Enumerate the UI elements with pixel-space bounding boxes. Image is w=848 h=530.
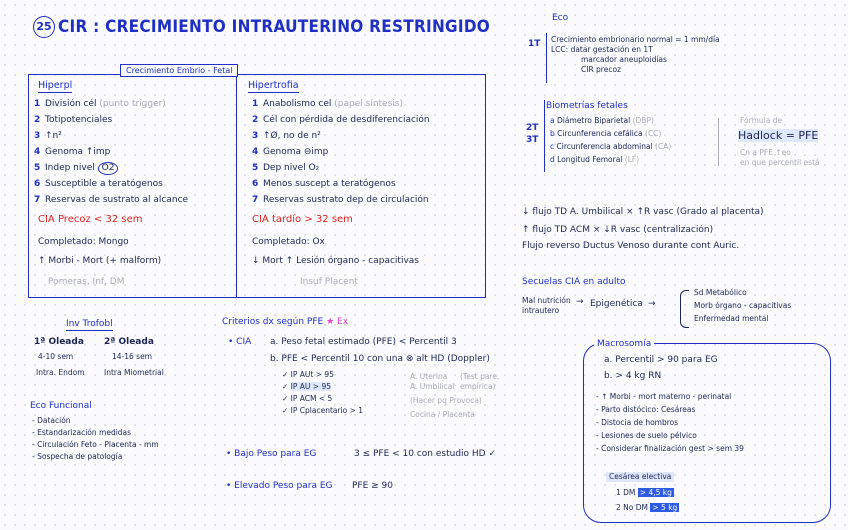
flujo-3: Flujo reverso Ductus Venoso durante cont Auric. [522, 241, 740, 251]
list-item: 3 ↑Ø, no de n² [252, 131, 321, 141]
eco-1t-lines: Crecimiento embrionario normal = 1 mm/día LCC: datar gestación en 1T marcador aneuploidías CIR precoz [551, 35, 720, 74]
ex-marker: ★ Ex [326, 317, 349, 327]
box-label: Crecimiento Embrio - Fetal [120, 64, 238, 77]
criterios-cia-label: • CIA [228, 337, 252, 347]
secuelas-cause-2: intrautero [522, 306, 560, 315]
elevado-peso-value: PFE ≥ 90 [352, 481, 394, 491]
hiperplasia-list [34, 98, 188, 210]
box-divider [236, 74, 237, 298]
list-item: d Longitud Femoral (LF) [550, 155, 640, 164]
criterios-heading: Criterios dx según PFE ★ Ex [222, 317, 349, 327]
biometrias-heading: Biometrías fetales [546, 101, 628, 111]
list-item: 2 Totipotenciales [34, 115, 113, 125]
foot-right: Insuf Placent [300, 277, 358, 287]
eco-funcional-heading: Eco Funcional [30, 401, 92, 411]
note-a2: A. Umbilical [410, 382, 455, 391]
macro-a: a. Percentil > 90 para EG [604, 355, 718, 365]
list-item: 5 Indep nivel O2 [34, 162, 188, 178]
list-item: 6 Menos suscept a teratógenos [252, 179, 396, 189]
bracket [546, 33, 547, 83]
cesarea-label: Cesárea electiva [606, 472, 674, 482]
list-item: 2 Cél con pérdida de desdiferenciación [252, 115, 430, 125]
list-item: - Sospecha de patología [32, 452, 123, 461]
list-item: ✓ IP AU > 95 [282, 382, 332, 391]
oleada-2-title: 2ª Oleada [104, 337, 154, 347]
cesarea-dm: 1 DM > 4,5 kg [616, 488, 672, 497]
cia-precoz: CIA Precoz < 32 sem [38, 214, 143, 225]
formula-note-1: Cn a PFE ↑eo [740, 148, 791, 157]
arrow-icon: → [576, 297, 584, 307]
list-item: 1 División cél (punto trigger) [34, 99, 166, 109]
oleada-2-foot: Intra Miometrial [104, 368, 164, 377]
title-number-badge: 25 [33, 16, 55, 38]
list-item: ✓ IP ACM < 5 [282, 394, 333, 403]
elevado-peso-label: • Elevado Peso para EG [226, 481, 333, 491]
page-title: CIR : CRECIMIENTO INTRAUTERINO RESTRINGIDO [58, 17, 491, 37]
list-item: - Lesiones de suelo pélvico [596, 431, 697, 440]
list-item: 5 Dep nivel O₂ [252, 163, 320, 173]
secuelas-cause-1: Mal nutrición [522, 296, 571, 305]
oleada-1-title: 1ª Oleada [34, 337, 84, 347]
cia-tardio: CIA tardío > 32 sem [252, 214, 353, 225]
note-b2: empírica) [460, 382, 496, 391]
macro-list [596, 392, 744, 457]
eco-funcional-list [32, 416, 159, 464]
bajo-peso-label: • Bajo Peso para EG [226, 449, 317, 459]
list-item: - ↑ Morbi - mort materno - perinatal [596, 392, 732, 401]
secuelas-epigenetica: Epigenética [590, 299, 643, 309]
note-c: (Hacer pq Provoca) [410, 396, 482, 405]
formula-label: Fórmula de [740, 116, 783, 125]
list-item: ✓ IP AUt > 95 [282, 370, 334, 379]
oleada-1-weeks: 4-10 sem [38, 352, 74, 361]
secuelas-list: Sd Metabólico Morb órgano - capacitivas Enfermedad mental [694, 288, 792, 323]
criterio-checks [282, 370, 363, 418]
list-item: b Circunferencia cefálica (CC) [550, 129, 662, 138]
list-item: c Circunferencia abdominal (CA) [550, 142, 672, 151]
note-b1: (Test pare. [460, 372, 500, 381]
oleada-1-foot: Intra. Endom [36, 368, 85, 377]
list-item: 7 Reservas sustrato dep de circulación [252, 195, 429, 205]
list-item: ✓ IP Cplacentario > 1 [282, 406, 364, 415]
secuelas-heading: Secuelas CIA en adulto [522, 277, 626, 287]
macrosomia-heading: Macrosomía [594, 338, 654, 350]
list-item: - Distocia de hombros [596, 418, 679, 427]
eco-3t-label: 3T [526, 135, 539, 145]
criterio-a: a. Peso fetal estimado (PFE) < Percentil 3 [270, 337, 457, 347]
morbi-left: ↑ Morbi - Mort (+ malform) [38, 256, 162, 266]
flujo-2: ↑ flujo TD ACM × ↓R vasc (centralización) [522, 225, 714, 235]
list-item: 4 Genoma ↑imp [34, 147, 111, 157]
note-d: Cocina / Placenta [410, 410, 475, 419]
list-item: - Datación [32, 416, 71, 425]
list-item: - Parto distócico: Cesáreas [596, 405, 696, 414]
bracket [544, 100, 545, 172]
list-item: - Circulación Feto - Placenta - mm [32, 440, 159, 449]
list-item: - Considerar finalización gest > sem 39 [596, 444, 744, 453]
inv-trofo-heading: Inv Trofobl [66, 319, 113, 329]
macro-b: b. > 4 kg RN [604, 371, 662, 381]
biometrias-list [550, 116, 671, 168]
list-item: 4 Genoma ⊖imp [252, 147, 329, 157]
hiperplasia-heading: Hiperpl [38, 80, 73, 91]
bajo-peso-value: 3 ≤ PFE < 10 con estudio HD ✓ [354, 449, 497, 459]
completado-right: Completado: Ox [252, 237, 325, 247]
bracket [718, 118, 719, 166]
eco-1t-label: 1T [528, 39, 541, 49]
list-item: 7 Reservas de sustrato al alcance [34, 195, 189, 205]
arrow-icon: → [648, 299, 656, 309]
o2-circled: O2 [98, 162, 119, 175]
hadlock-formula: Hadlock = PFE [738, 129, 819, 142]
completado-left: Completado: Mongo [38, 237, 129, 247]
hipertrofia-heading: Hipertrofia [248, 80, 299, 91]
list-item: 6 Susceptible a teratógenos [34, 179, 163, 189]
list-item: 3 ↑n² [34, 131, 62, 141]
note-a1: A. Uterina [410, 372, 448, 381]
foot-left: Pomeras, Inf, DM [48, 277, 125, 287]
list-item: a Diámetro Biparietal (DBP) [550, 116, 654, 125]
flujo-1: ↓ flujo TD A. Umbilical × ↑R vasc (Grado al placenta) [522, 207, 764, 217]
bracket [680, 290, 689, 328]
oleada-2-weeks: 14-16 sem [112, 352, 153, 361]
eco-2t-label: 2T [526, 123, 539, 133]
cesarea-no-dm: 2 No DM > 5 kg [616, 503, 678, 512]
list-item: - Estandarización medidas [32, 428, 132, 437]
eco-heading: Eco [552, 13, 569, 23]
morbi-right: ↓ Mort ↑ Lesión órgano - capacitivas [252, 256, 419, 266]
hipertrofia-list [252, 98, 430, 210]
criterio-b: b. PFE < Percentil 10 con una ⊗ alt HD (Doppler) [270, 354, 490, 364]
list-item: 1 Anabolismo cel (papel síntesis) [252, 99, 403, 109]
formula-note-2: en que percentil está [740, 158, 820, 167]
